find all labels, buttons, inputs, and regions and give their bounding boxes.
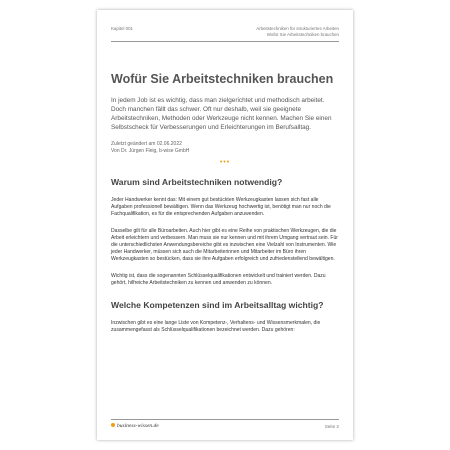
page-content: [111, 72, 339, 334]
last-changed-date: Zuletzt geändert am 02.06.2022: [111, 140, 182, 147]
paragraph-4: Inzwischen gibt es eine lange Liste von Kompetenz-, Verhaltens- und Wissensmerkmalen, die zusammengefasst als Schlüsselqualifikationen bezeichnet werden. Dazu gehören:: [111, 319, 321, 333]
logo-dot-icon: [111, 423, 115, 427]
footer-logo-text: business-wissen.de: [117, 423, 159, 429]
page-title: Wofür Sie Arbeitstechniken brauchen: [111, 72, 334, 86]
author-line: Von Dr. Jürgen Fleig, b-wise GmbH: [111, 147, 190, 154]
footer-divider: [111, 419, 339, 420]
page-number: Seite 2: [324, 424, 339, 429]
document-page: [97, 10, 353, 440]
running-header-line1: Arbeitstechniken für strukturiertes Arbeiten: [256, 26, 339, 31]
article-meta: [111, 141, 339, 155]
section-heading-competences: Welche Kompetenzen sind im Arbeitsalltag wichtig?: [111, 299, 324, 310]
paragraph-3: Wichtig ist, dass die sogenannten Schlüsselqualifikationen entwickelt und trainiert werden. Dazu gehört, hilfreiche Arbeitstechniken zu kennen und anwenden zu können.: [111, 273, 326, 287]
paragraph-1: Jeder Handwerker kennt das: Mit einem gut bestückten Werkzeugkasten lassen sich fast alle Aufgaben professionell bewältigen. Wenn das Werkzeug hochwertig ist, benötigt man nur noch die Fachqualifikation, es für die entsprechenden Aufgaben anzuwenden.: [111, 196, 331, 217]
chapter-label: Kapitel 001: [111, 26, 133, 31]
header-divider: [111, 41, 339, 42]
footer-logo: [111, 423, 159, 430]
paragraph-2: Dasselbe gilt für alle Büroarbeiten. Auch hier gibt es eine Reihe von praktischen Werkzeugen, die die Arbeit erleichtern und verbessern. Man muss sie nur kennen und mit ihrem Umgang vertraut sein. Für die unterschiedlichsten Anwendungsbereiche gibt es inzwischen eine Vielzahl von Instrumenten. Wie jeder Handwerker, müssen sich auch die Mitarbeiterinnen und Mitarbeiter im Büro ihren Werkzeugkasten so bestücken, dass sie ihre Aufgaben erfolgreich und zufriedenstellend bewältigen.: [111, 227, 338, 263]
running-header: [256, 26, 339, 38]
section-heading-why: Warum sind Arbeitstechniken notwendig?: [111, 176, 283, 187]
running-header-line2: Wofür Sie Arbeitstechniken brauchen: [266, 32, 339, 37]
section-separator-icon: •••: [219, 158, 231, 166]
lead-paragraph: In jedem Job ist es wichtig, dass man zielgerichtet und methodisch arbeitet. Doch manchen fällt das schwer. Oft nur deshalb, weil sie geeignete Arbeitstechniken, Methoden oder Werkzeuge nicht kennen. Machen Sie einen Selbstscheck für Verbesserungen und Erleichterungen im Berufsalltag.: [111, 97, 332, 131]
